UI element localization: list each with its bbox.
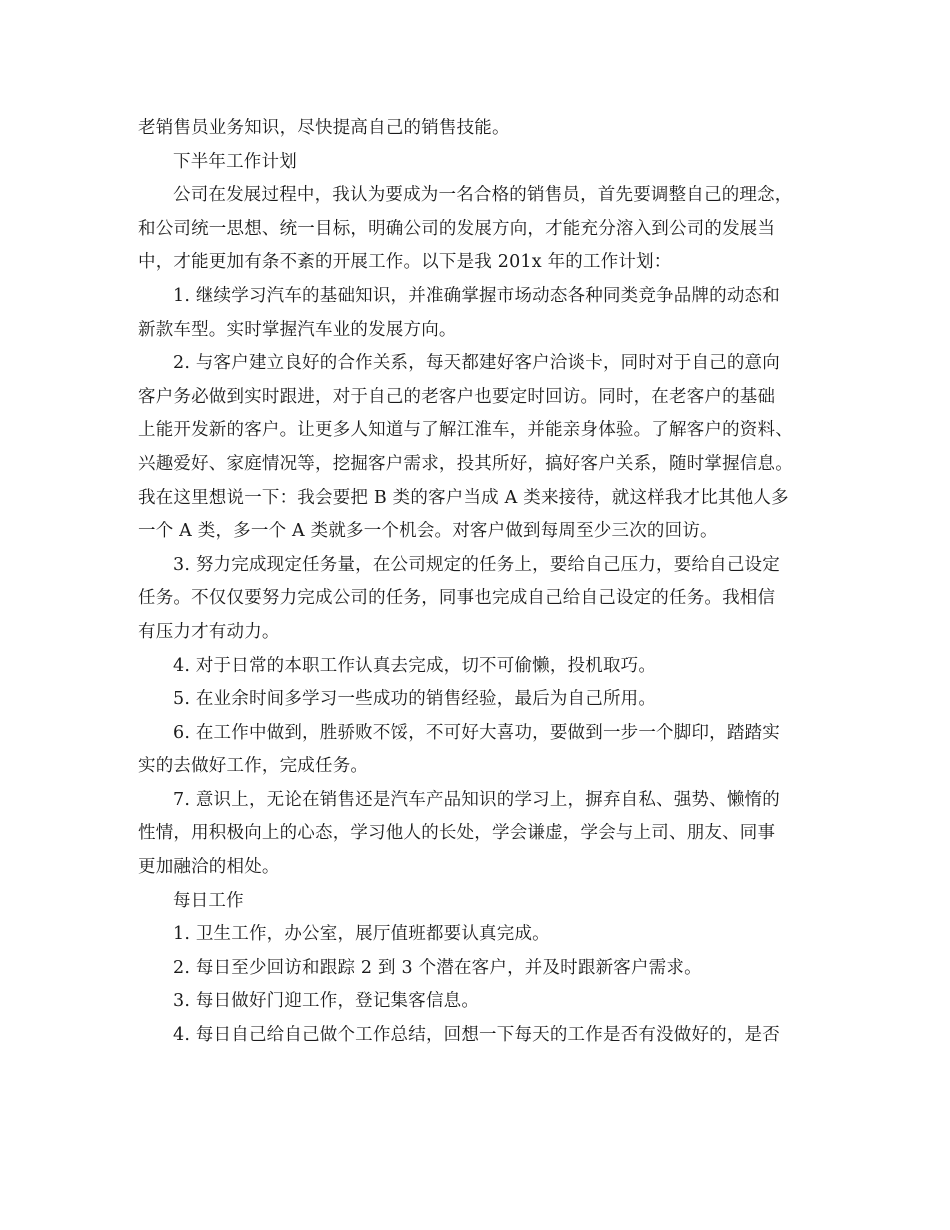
text-line: 3. 每日做好门迎工作，登记集客信息。 xyxy=(173,991,480,1012)
text-line: 2. 每日至少回访和跟踪 2 到 3 个潜在客户，并及时跟新客户需求。 xyxy=(173,957,702,978)
text-line: 性情，用积极向上的心态，学习他人的长处，学会谦虚，学会与上司、朋友、同事 xyxy=(138,823,776,844)
text-line: 5. 在业余时间多学习一些成功的销售经验，最后为自己所用。 xyxy=(173,689,657,710)
text-line: 公司在发展过程中，我认为要成为一名合格的销售员，首先要调整自己的理念， xyxy=(173,185,793,206)
text-line: 一个 A 类，多一个 A 类就多一个机会。对客户做到每周至少三次的回访。 xyxy=(138,521,718,542)
text-line: 1. 卫生工作，办公室，展厅值班都要认真完成。 xyxy=(173,924,550,945)
text-line: 7. 意识上，无论在销售还是汽车产品知识的学习上，摒弃自私、强势、懒惰的 xyxy=(173,789,780,810)
text-line: 1. 继续学习汽车的基础知识，并准确掌握市场动态各种同类竞争品牌的动态和 xyxy=(173,285,780,306)
text-line: 任务。不仅仅要努力完成公司的任务，同事也完成自己给自己设定的任务。我相信 xyxy=(138,588,776,609)
text-line: 2. 与客户建立良好的合作关系，每天都建好客户洽谈卡，同时对于自己的意向 xyxy=(173,353,780,374)
text-line: 新款车型。实时掌握汽车业的发展方向。 xyxy=(138,319,457,340)
text-line: 我在这里想说一下：我会要把 B 类的客户当成 A 类来接待，就这样我才比其他人多 xyxy=(138,487,789,508)
text-line: 每日工作 xyxy=(173,890,244,911)
text-line: 有压力才有动力。 xyxy=(138,621,280,642)
text-line: 4. 对于日常的本职工作认真去完成，切不可偷懒，投机取巧。 xyxy=(173,655,657,676)
text-line: 更加融洽的相处。 xyxy=(138,857,280,878)
text-line: 上能开发新的客户。让更多人知道与了解江淮车，并能亲身体验。了解客户的资料、 xyxy=(138,420,793,441)
text-line: 4. 每日自己给自己做个工作总结，回想一下每天的工作是否有没做好的，是否 xyxy=(173,1025,780,1046)
text-line: 3. 努力完成现定任务量，在公司规定的任务上，要给自己压力，要给自己设定 xyxy=(173,554,780,575)
text-line: 6. 在工作中做到，胜骄败不馁，不可好大喜功，要做到一步一个脚印，踏踏实 xyxy=(173,722,780,743)
text-line: 中，才能更加有条不紊的开展工作。以下是我 201x 年的工作计划： xyxy=(138,252,672,273)
text-line: 兴趣爱好、家庭情况等，挖掘客户需求，投其所好，搞好客户关系，随时掌握信息。 xyxy=(138,453,793,474)
text-line: 客户务必做到实时跟进，对于自己的老客户也要定时回访。同时，在老客户的基础 xyxy=(138,386,776,407)
document-body xyxy=(138,112,828,1053)
text-line: 老销售员业务知识，尽快提高自己的销售技能。 xyxy=(138,118,510,138)
text-line: 下半年工作计划 xyxy=(173,151,297,172)
text-line: 和公司统一思想、统一目标，明确公司的发展方向，才能充分溶入到公司的发展当 xyxy=(138,218,776,239)
text-line: 实的去做好工作，完成任务。 xyxy=(138,756,369,777)
